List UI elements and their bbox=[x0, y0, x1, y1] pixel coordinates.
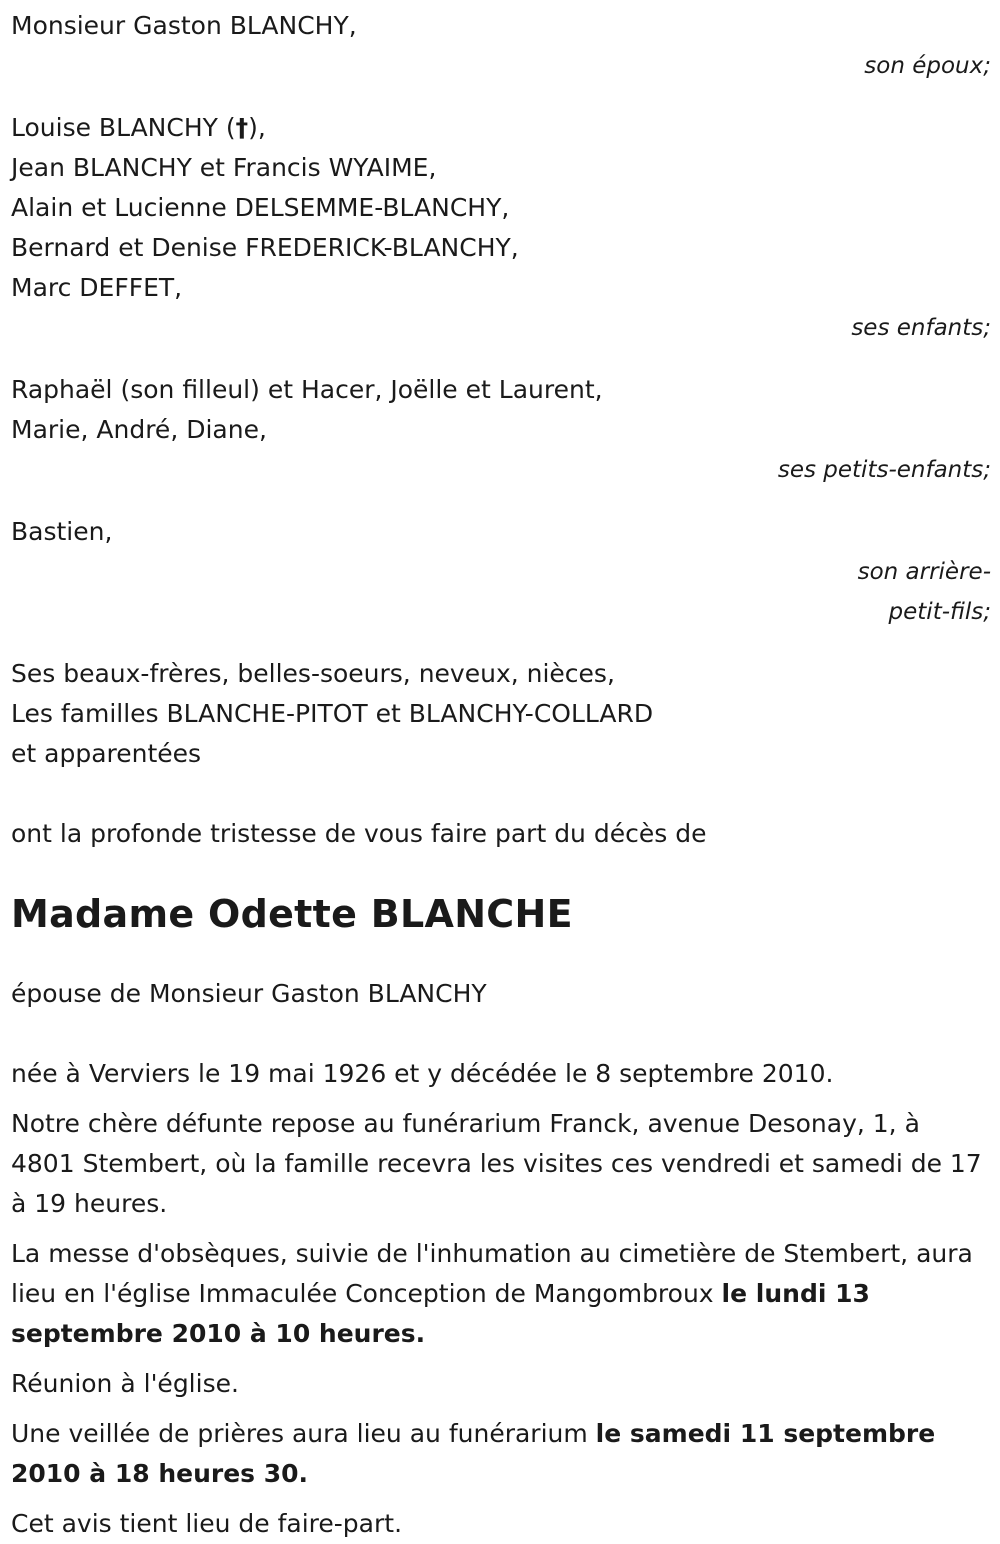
extended-family-line: Ses beaux-frères, belles-soeurs, neveux, nièces, bbox=[11, 659, 615, 688]
vigil-paragraph bbox=[11, 1414, 991, 1494]
child-louise-name: Louise BLANCHY ( bbox=[11, 113, 236, 142]
spouse-section bbox=[11, 6, 991, 86]
great-grandchildren-section bbox=[11, 512, 991, 632]
extended-family-line: Les familles BLANCHE-PITOT et BLANCHY-COLLARD bbox=[11, 699, 654, 728]
birth-death-text: née à Verviers le 19 mai 1926 et y décédée le 8 septembre 2010. bbox=[11, 1059, 834, 1088]
child-louise-suffix: ), bbox=[248, 113, 266, 142]
obituary-notice bbox=[11, 6, 991, 1544]
child-line-louise bbox=[11, 108, 991, 148]
spouse-of-text: épouse de Monsieur Gaston BLANCHY bbox=[11, 979, 487, 1008]
vigil-date: le samedi 11 septembre 2010 à 18 heures 30. bbox=[11, 1419, 936, 1488]
grandchildren-relation: ses petits-enfants; bbox=[777, 457, 991, 483]
children-relation: ses enfants; bbox=[851, 315, 991, 341]
meeting-text: Réunion à l'église. bbox=[11, 1369, 239, 1398]
mass-date: le lundi 13 septembre 2010 à 10 heures. bbox=[11, 1279, 870, 1348]
cross-icon: † bbox=[235, 113, 249, 142]
mass-text: La messe d'obsèques, suivie de l'inhumation au cimetière de Stembert, aura lieu en l'église Immaculée Conception de Mangombroux bbox=[11, 1239, 973, 1308]
grandchild-line: Raphaël (son filleul) et Hacer, Joëlle et Laurent, bbox=[11, 375, 603, 404]
child-line: Marc DEFFET, bbox=[11, 273, 183, 302]
spouse-of-section bbox=[11, 974, 991, 1014]
vigil-text: Une veillée de prières aura lieu au funérarium bbox=[11, 1419, 596, 1448]
children-section bbox=[11, 108, 991, 348]
announcement-text: ont la profonde tristesse de vous faire part du décès de bbox=[11, 819, 707, 848]
spouse-relation: son époux; bbox=[864, 53, 991, 79]
repose-text: Notre chère défunte repose au funérarium Franck, avenue Desonay, 1, à 4801 Stembert, où la famille recevra les visites ces vendredi et samedi de 17 à 19 heures. bbox=[11, 1109, 982, 1218]
great-grandchild-line: Bastien, bbox=[11, 517, 113, 546]
grandchild-line: Marie, André, Diane, bbox=[11, 415, 267, 444]
deceased-name: Madame Odette BLANCHE bbox=[11, 892, 573, 936]
mass-paragraph bbox=[11, 1234, 991, 1354]
great-grandchildren-relation-2: petit-fils; bbox=[888, 599, 991, 625]
great-grandchildren-relation-1: son arrière- bbox=[857, 559, 991, 585]
grandchildren-section bbox=[11, 370, 991, 490]
extended-family-line: et apparentées bbox=[11, 739, 202, 768]
child-line: Alain et Lucienne DELSEMME-BLANCHY, bbox=[11, 193, 510, 222]
extended-family-section bbox=[11, 654, 991, 774]
closing-text: Cet avis tient lieu de faire-part. bbox=[11, 1509, 403, 1538]
spouse-name: Monsieur Gaston BLANCHY, bbox=[11, 11, 357, 40]
announcement-section bbox=[11, 814, 991, 854]
child-line: Bernard et Denise FREDERICK-BLANCHY, bbox=[11, 233, 519, 262]
child-line: Jean BLANCHY et Francis WYAIME, bbox=[11, 153, 437, 182]
